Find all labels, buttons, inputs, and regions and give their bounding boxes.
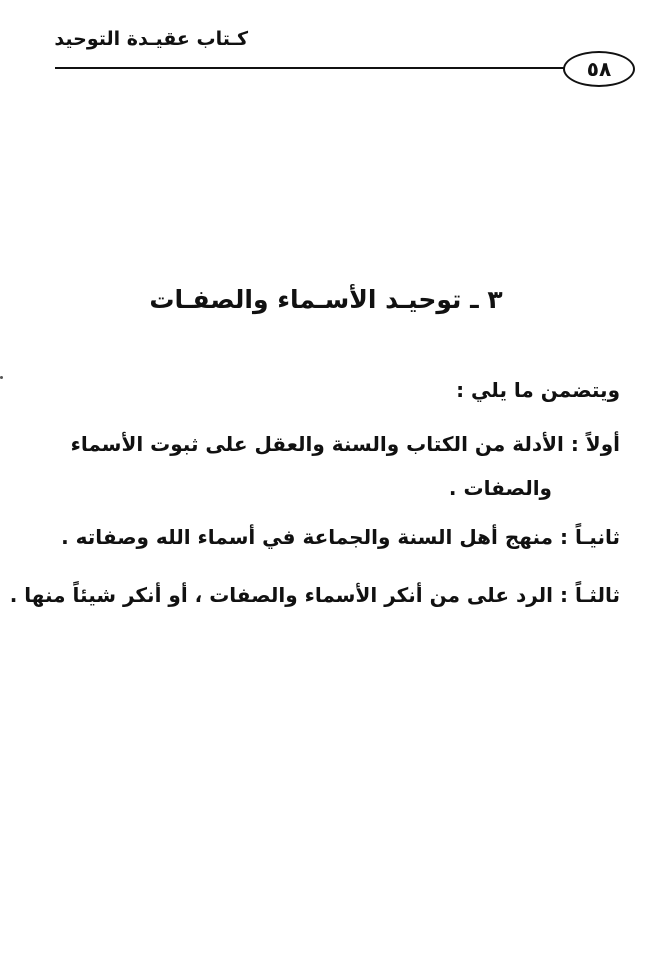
header-divider <box>55 67 565 69</box>
item-first-line-1: أولاً : الأدلة من الكتاب والسنة والعقل على ثبوت الأسماء <box>70 432 620 456</box>
header-book-title: كـتاب عقيـدة التوحيد <box>54 28 248 50</box>
section-title: ٣ ـ توحيـد الأسـماء والصفـات <box>149 285 503 314</box>
item-third-line: ثالثـاً : الرد على من أنكر الأسماء والصفات ، أو أنكر شيئاً منها . <box>9 583 620 607</box>
item-first-line-2: والصفات . <box>448 476 552 500</box>
page-number-badge <box>563 51 635 87</box>
page-number: ٥٨ <box>586 57 612 81</box>
item-second-line: ثانيـاً : منهج أهل السنة والجماعة في أسماء الله وصفاته . <box>61 525 620 549</box>
intro-line: ويتضمن ما يلي : <box>456 378 620 402</box>
scan-mark <box>0 376 3 379</box>
